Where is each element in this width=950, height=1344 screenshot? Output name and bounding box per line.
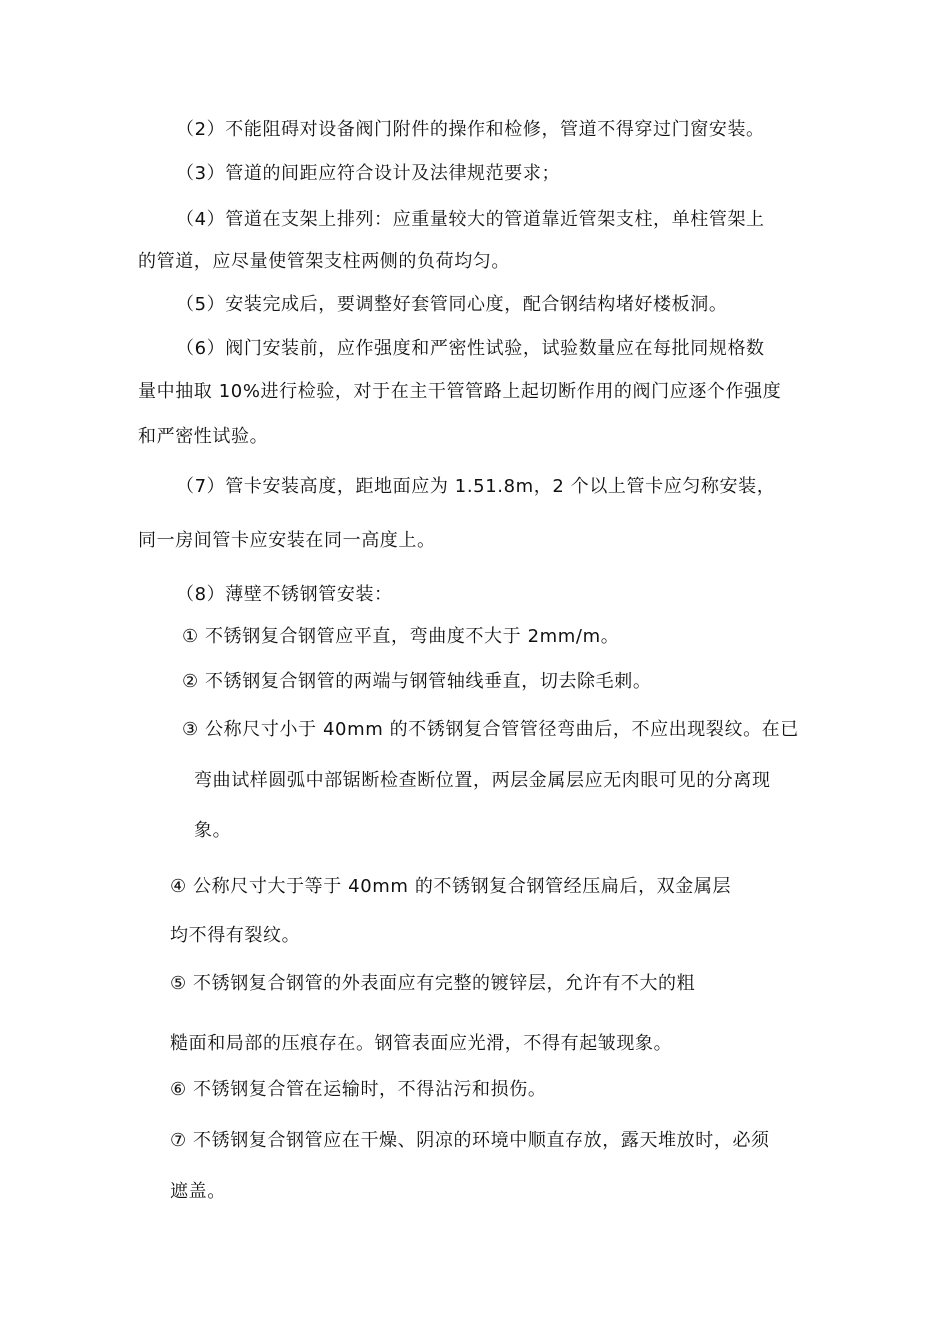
text-line: 弯曲试样圆弧中部锯断检查断位置，两层金属层应无肉眼可见的分离现 xyxy=(194,770,771,791)
text-line: ③ 公称尺寸小于 40mm 的不锈钢复合管管径弯曲后，不应出现裂纹。在已 xyxy=(182,719,799,740)
text-line: 象。 xyxy=(194,820,232,841)
text-line: 遮盖。 xyxy=(170,1181,226,1202)
text-line: （3）管道的间距应符合设计及法律规范要求； xyxy=(176,163,561,184)
text-line: 的管道，应尽量使管架支柱两侧的负荷均匀。 xyxy=(138,251,510,272)
text-line: 均不得有裂纹。 xyxy=(170,925,301,946)
text-line: （7）管卡安装高度，距地面应为 1.51.8m，2 个以上管卡应匀称安装， xyxy=(176,476,776,497)
text-line: 同一房间管卡应安装在同一高度上。 xyxy=(138,530,436,551)
text-line: （6）阀门安装前，应作强度和严密性试验，试验数量应在每批同规格数 xyxy=(176,338,765,359)
text-line: ⑤ 不锈钢复合钢管的外表面应有完整的镀锌层，允许有不大的粗 xyxy=(170,973,696,994)
text-line: （4）管道在支架上排列：应重量较大的管道靠近管架支柱，单柱管架上 xyxy=(176,209,765,230)
text-line: 和严密性试验。 xyxy=(138,426,269,447)
text-line: ① 不锈钢复合钢管应平直，弯曲度不大于 2mm/m。 xyxy=(182,626,620,647)
text-line: （2）不能阻碍对设备阀门附件的操作和检修，管道不得穿过门窗安装。 xyxy=(176,119,765,140)
text-line: （5）安装完成后，要调整好套管同心度，配合钢结构堵好楼板洞。 xyxy=(176,294,728,315)
text-line: 糙面和局部的压痕存在。钢管表面应光滑，不得有起皱现象。 xyxy=(170,1033,673,1054)
text-line: （8）薄壁不锈钢管安装： xyxy=(176,584,393,605)
text-line: ⑦ 不锈钢复合钢管应在干燥、阴凉的环境中顺直存放，露天堆放时，必须 xyxy=(170,1130,770,1151)
text-line: ④ 公称尺寸大于等于 40mm 的不锈钢复合钢管经压扁后，双金属层 xyxy=(170,876,732,897)
text-line: 量中抽取 10%进行检验，对于在主干管管路上起切断作用的阀门应逐个作强度 xyxy=(138,381,782,402)
text-line: ⑥ 不锈钢复合管在运输时，不得沾污和损伤。 xyxy=(170,1079,547,1100)
text-line: ② 不锈钢复合钢管的两端与钢管轴线垂直，切去除毛刺。 xyxy=(182,671,652,692)
